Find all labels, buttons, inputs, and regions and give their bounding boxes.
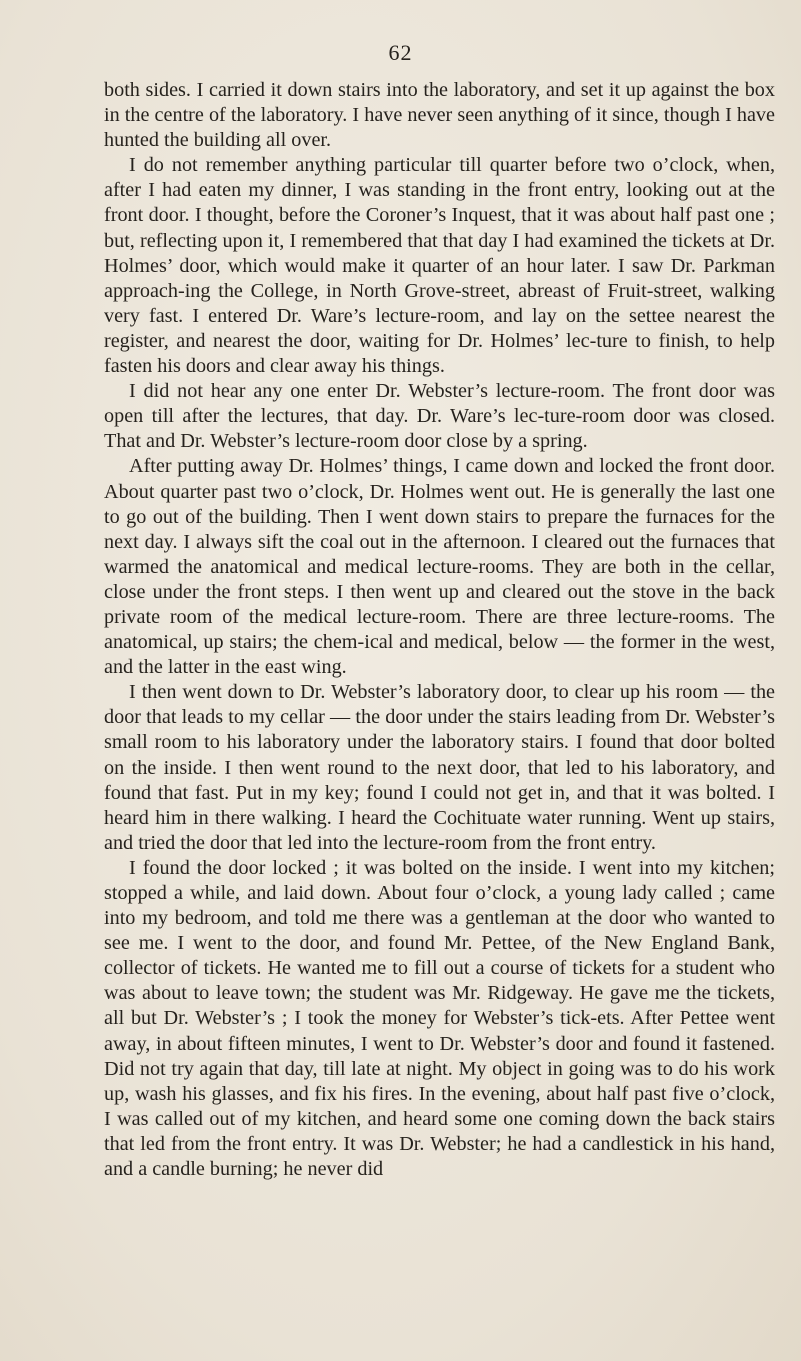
paragraph: both sides. I carried it down stairs into the laboratory, and set it up against the box in the centre of the laboratory. I have never seen anything of it since, though I have hunted the building all over.	[104, 79, 775, 152]
paragraph: I found the door locked ; it was bolted on the inside. I went into my kitchen; stopped a while, and laid down. About four o’clock, a young lady called ; came into my bedroom, and told me there was a gentleman at the door who wanted to see me. I went to the door, and found Mr. Pettee, of the New England Bank, collector of tickets. He wanted me to fill out a course of tickets for a student who was about to leave town; the student was Mr. Ridgeway. He gave me the tickets, all but Dr. Webster’s ; I took the money for Webster’s tick-ets. After Pettee went away, in about fifteen minutes, I went to Dr. Webster’s door and found it fastened. Did not try again that day, till late at night. My object in going was to do his work up, wash his glasses, and fix his fires. In the evening, about half past five o’clock, I was called out of my kitchen, and heard some one coming down the back stairs that led from the front entry. It was Dr. Webster; he had a candlestick in his hand, and a candle burning; he never did	[104, 856, 775, 1181]
paragraph: After putting away Dr. Holmes’ things, I came down and locked the front door. About quarter past two o’clock, Dr. Holmes went out. He is generally the last one to go out of the building. Then I went down stairs to prepare the furnaces for the next day. I always sift the coal out in the afternoon. I cleared out the furnaces that warmed the anatomical and medical lecture-rooms. They are both in the cellar, close under the front steps. I then went up and cleared out the stove in the back private room of the medical lecture-room. There are three lecture-rooms. The anatomical, up stairs; the chem-ical and medical, below — the former in the west, and the latter in the east wing.	[104, 455, 775, 679]
paragraph: I did not hear any one enter Dr. Webster’s lecture-room. The front door was open till after the lectures, that day. Dr. Ware’s lec-ture-room door was closed. That and Dr. Webster’s lecture-room door close by a spring.	[104, 380, 775, 453]
paragraph: I do not remember anything particular till quarter before two o’clock, when, after I had eaten my dinner, I was standing in the front entry, looking out at the front door. I thought, before the Coroner’s Inquest, that it was about half past one ; but, reflecting upon it, I remembered that that day I had examined the tickets at Dr. Holmes’ door, which would make it quarter of an hour later. I saw Dr. Parkman approach-ing the College, in North Grove-street, abreast of Fruit-street, walking very fast. I entered Dr. Ware’s lecture-room, and lay on the settee nearest the register, and nearest the door, waiting for Dr. Holmes’ lec-ture to finish, to help fasten his doors and clear away his things.	[104, 154, 775, 378]
page-number: 62	[388, 40, 413, 65]
paragraph: I then went down to Dr. Webster’s laboratory door, to clear up his room — the door that leads to my cellar — the door under the stairs leading from Dr. Webster’s small room to his laboratory under the laboratory stairs. I found that door bolted on the inside. I then went round to the next door, that led to his laboratory, and found that fast. Put in my key; found I could not get in, and that it was bolted. I heard him in there walking. I heard the Cochituate water running. Went up stairs, and tried the door that led into the lecture-room from the front entry.	[104, 681, 775, 854]
